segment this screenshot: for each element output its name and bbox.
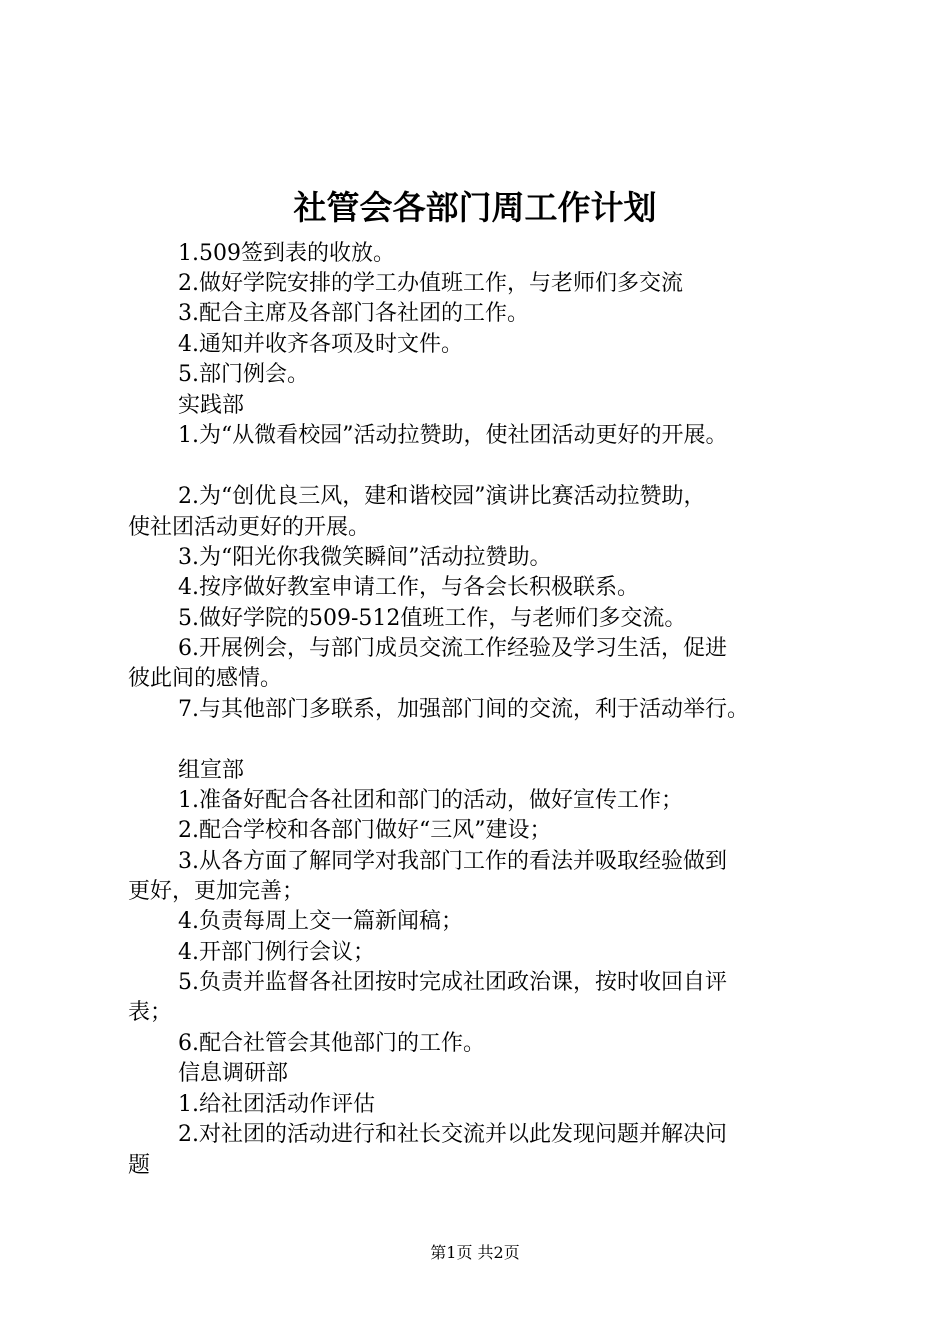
text-line: 使社团活动更好的开展。 bbox=[128, 515, 371, 540]
section-heading: 实践部 bbox=[178, 393, 245, 418]
text-line: 2.配合学校和各部门做好“三风”建设； bbox=[178, 818, 552, 843]
text-line: 4.开部门例行会议； bbox=[178, 940, 375, 965]
page-footer: 第1页 共2页 bbox=[430, 1243, 520, 1262]
text-line: 7.与其他部门多联系，加强部门间的交流，利于活动举行。 bbox=[178, 697, 749, 722]
text-line: 3.从各方面了解同学对我部门工作的看法并吸取经验做到 bbox=[178, 849, 727, 874]
text-line: 4.负责每周上交一篇新闻稿； bbox=[178, 909, 463, 934]
text-line: 2.为“创优良三风，建和谐校园”演讲比赛活动拉赞助， bbox=[178, 484, 706, 509]
text-line: 5.负责并监督各社团按时完成社团政治课，按时收回自评 bbox=[178, 970, 727, 995]
text-line: 2.做好学院安排的学工办值班工作，与老师们多交流 bbox=[178, 271, 683, 296]
text-line: 5.做好学院的509-512值班工作，与老师们多交流。 bbox=[178, 606, 687, 631]
text-line: 1.509签到表的收放。 bbox=[178, 241, 395, 266]
text-line: 4.通知并收齐各项及时文件。 bbox=[178, 332, 463, 357]
section-heading: 组宣部 bbox=[178, 758, 245, 783]
document-title: 社管会各部门周工作计划 bbox=[293, 188, 657, 227]
text-line: 彼此间的感情。 bbox=[128, 666, 283, 691]
text-line: 3.为“阳光你我微笑瞬间”活动拉赞助。 bbox=[178, 545, 552, 570]
text-line: 题 bbox=[128, 1153, 151, 1178]
section-heading: 信息调研部 bbox=[178, 1061, 289, 1086]
text-line: 2.对社团的活动进行和社长交流并以此发现问题并解决问 bbox=[178, 1122, 727, 1147]
text-line: 6.配合社管会其他部门的工作。 bbox=[178, 1031, 485, 1056]
text-line: 1.给社团活动作评估 bbox=[178, 1092, 375, 1117]
text-line: 表； bbox=[128, 1000, 173, 1025]
text-line: 1.为“从微看校园”活动拉赞助，使社团活动更好的开展。 bbox=[178, 423, 728, 448]
text-line: 更好，更加完善； bbox=[128, 879, 305, 904]
text-line: 1.准备好配合各社团和部门的活动，做好宣传工作； bbox=[178, 788, 683, 813]
text-line: 6.开展例会，与部门成员交流工作经验及学习生活，促进 bbox=[178, 636, 727, 661]
text-line: 4.按序做好教室申请工作，与各会长积极联系。 bbox=[178, 575, 639, 600]
text-line: 5.部门例会。 bbox=[178, 362, 309, 387]
text-line: 3.配合主席及各部门各社团的工作。 bbox=[178, 301, 529, 326]
